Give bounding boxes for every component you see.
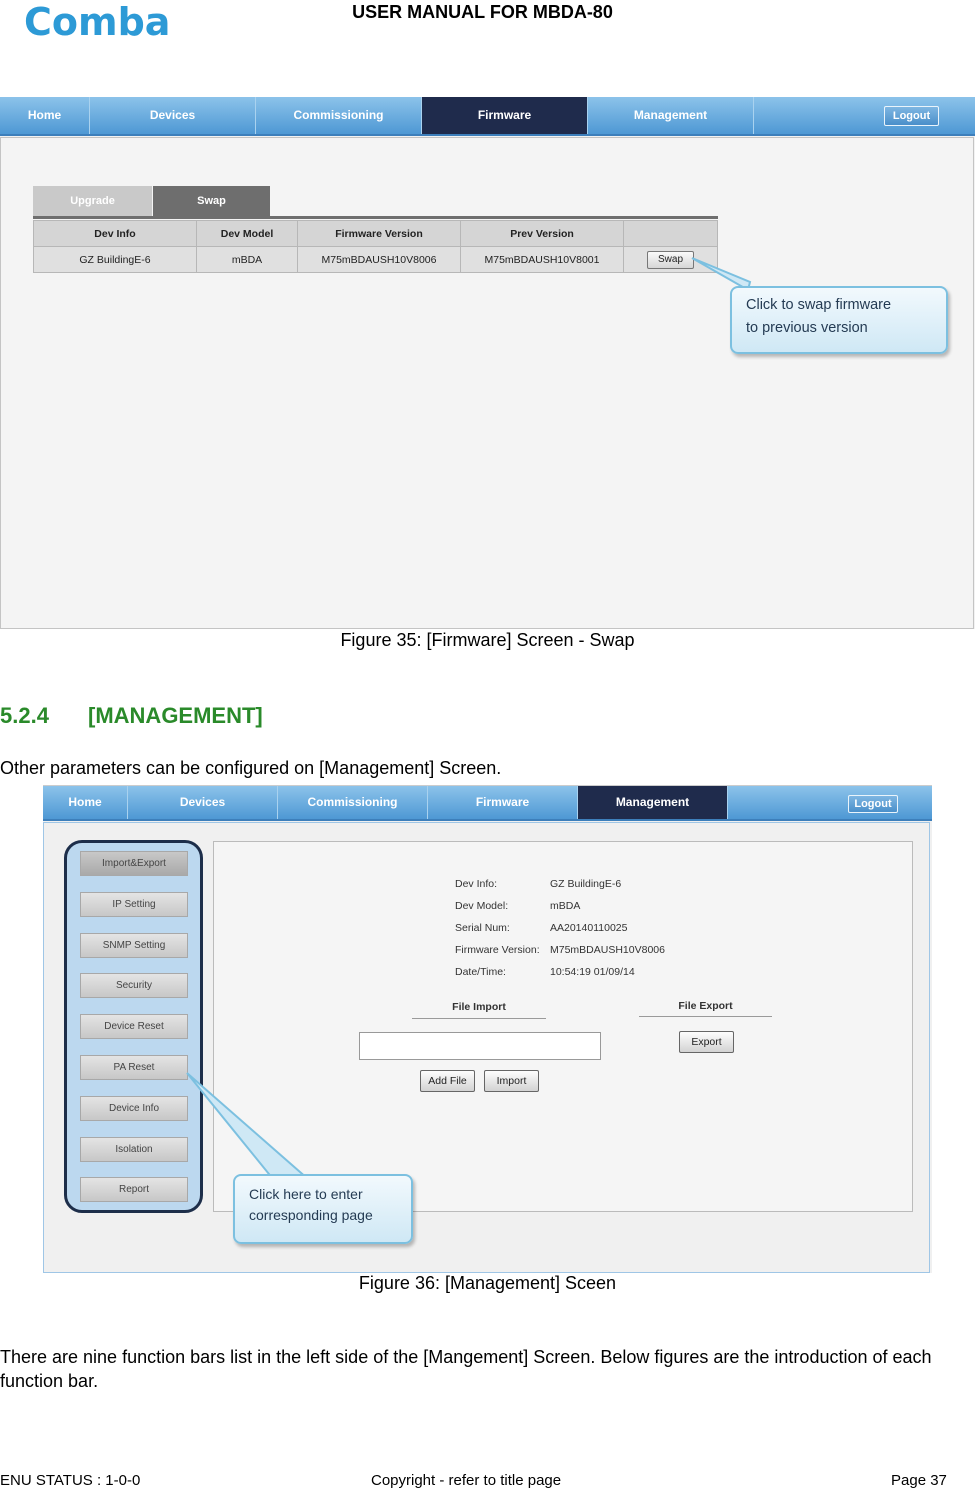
document-title: USER MANUAL FOR MBDA-80 [352, 2, 613, 22]
sidebar-callout [233, 1174, 413, 1244]
file-import-heading: File Import [452, 1001, 506, 1013]
dev-model-value: mBDA [550, 900, 581, 912]
file-import-rule [412, 1018, 546, 1019]
add-file-button[interactable]: Add File [420, 1070, 475, 1092]
sidebar-item-report[interactable]: Report [80, 1177, 188, 1202]
nav-commissioning-tab[interactable]: Commissioning [256, 97, 422, 134]
column-header [624, 221, 718, 247]
section-intro: Other parameters can be configured on [Management] Screen. [0, 758, 502, 778]
column-header: Prev Version [461, 221, 624, 247]
footer-page-number: Page 37 [891, 1472, 947, 1489]
firmware-swap-screenshot [0, 97, 975, 629]
sidebar-item-device-reset[interactable]: Device Reset [80, 1014, 188, 1039]
cell-prev-version: M75mBDAUSH10V8001 [461, 247, 624, 273]
tab-underline [33, 216, 718, 219]
nav-firmware-tab[interactable]: Firmware [428, 786, 578, 819]
svg-text:Comba: Comba [24, 2, 171, 42]
nav-bar [43, 786, 932, 821]
firmware-version-value: M75mBDAUSH10V8006 [550, 944, 665, 956]
firmware-table [33, 220, 718, 273]
sidebar-item-device-info[interactable]: Device Info [80, 1096, 188, 1121]
firmware-version-label: Firmware Version: [455, 944, 540, 956]
callout-line: to previous version [746, 320, 868, 336]
callout-line: Click to swap firmware [746, 297, 892, 313]
nav-management-tab[interactable]: Management [588, 97, 754, 134]
nav-bar [0, 97, 975, 136]
cell-dev-info: GZ BuildingE-6 [34, 247, 197, 273]
column-header: Dev Info [34, 221, 197, 247]
nav-devices-tab[interactable]: Devices [128, 786, 278, 819]
tab-swap[interactable]: Swap [153, 186, 270, 216]
nav-home-tab[interactable]: Home [0, 97, 90, 134]
swap-callout [730, 286, 948, 354]
file-export-heading: File Export [678, 1000, 733, 1012]
date-time-value: 10:54:19 01/09/14 [550, 966, 635, 978]
serial-num-label: Serial Num: [455, 922, 510, 934]
nav-management-tab[interactable]: Management [578, 786, 728, 819]
column-header: Firmware Version [298, 221, 461, 247]
footer-status: ENU STATUS : 1-0-0 [0, 1472, 141, 1489]
logout-button[interactable]: Logout [884, 106, 939, 126]
cell-firmware-version: M75mBDAUSH10V8006 [298, 247, 461, 273]
table-row [34, 247, 718, 273]
section-heading: 5.2.4 [MANAGEMENT] [0, 703, 263, 728]
dev-info-label: Dev Info: [455, 878, 498, 890]
file-path-input[interactable] [359, 1032, 601, 1060]
serial-num-value: AA20140110025 [550, 922, 628, 934]
nav-devices-tab[interactable]: Devices [90, 97, 256, 134]
table-header-row [34, 221, 718, 247]
column-header: Dev Model [197, 221, 298, 247]
callout-line: corresponding page [249, 1207, 373, 1223]
file-export-rule [639, 1016, 772, 1017]
cell-dev-model: mBDA [197, 247, 298, 273]
sidebar-item-import-export[interactable]: Import&Export [80, 851, 188, 876]
sidebar-item-pa-reset[interactable]: PA Reset [80, 1055, 188, 1080]
nav-home-tab[interactable]: Home [43, 786, 128, 819]
figure-35-caption: Figure 35: [Firmware] Screen - Swap [340, 630, 635, 650]
footer-copyright: Copyright - refer to title page [371, 1472, 562, 1489]
tab-upgrade[interactable]: Upgrade [33, 186, 152, 216]
sidebar-item-ip-setting[interactable]: IP Setting [80, 892, 188, 917]
callout-pointer [183, 1069, 323, 1184]
figure-36-caption: Figure 36: [Management] Sceen [358, 1273, 617, 1293]
dev-info-value: GZ BuildingE-6 [550, 878, 622, 890]
sidebar-item-isolation[interactable]: Isolation [80, 1137, 188, 1162]
date-time-label: Date/Time: [455, 966, 506, 978]
dev-model-label: Dev Model: [455, 900, 509, 912]
logout-button[interactable]: Logout [848, 795, 898, 813]
management-screenshot [43, 785, 932, 1273]
sidebar-item-security[interactable]: Security [80, 973, 188, 998]
callout-line: Click here to enter [249, 1186, 363, 1202]
import-button[interactable]: Import [484, 1070, 539, 1092]
nav-commissioning-tab[interactable]: Commissioning [278, 786, 428, 819]
swap-button[interactable]: Swap [647, 251, 694, 269]
body-paragraph: There are nine function bars list in the left side of the [Mangement] Screen. Below figures are the introduction of each function bar. [0, 1347, 932, 1391]
export-button[interactable]: Export [679, 1031, 734, 1053]
nav-firmware-tab[interactable]: Firmware [422, 97, 588, 134]
sidebar-item-snmp-setting[interactable]: SNMP Setting [80, 933, 188, 958]
